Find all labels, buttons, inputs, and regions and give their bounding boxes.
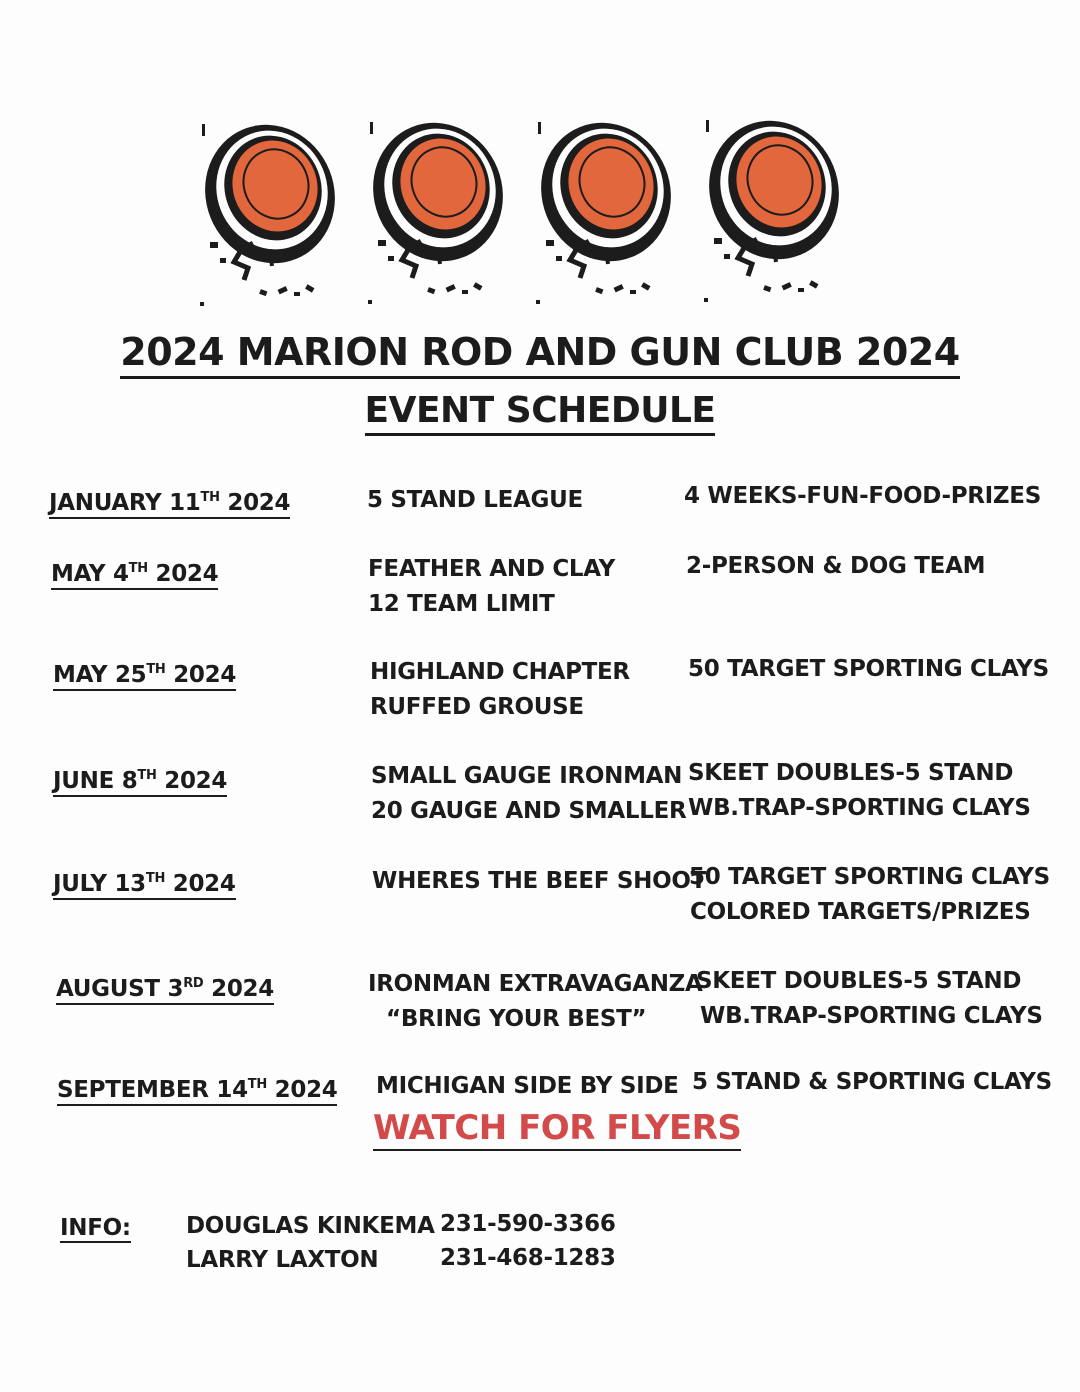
event-details: 50 TARGET SPORTING CLAYS: [688, 656, 1049, 682]
event-name: IRONMAN EXTRAVAGANZA: [368, 971, 703, 997]
event-date: JULY 13TH 2024: [53, 871, 236, 897]
event-name-line2: “BRING YOUR BEST”: [386, 1006, 647, 1032]
event-name: HIGHLAND CHAPTER: [370, 659, 630, 685]
contact-phone: 231-590-3366: [440, 1211, 616, 1237]
event-name: 5 STAND LEAGUE: [367, 487, 583, 513]
event-name: FEATHER AND CLAY: [368, 556, 615, 582]
event-name-line2: 20 GAUGE AND SMALLER: [371, 798, 687, 824]
event-details: 2-PERSON & DOG TEAM: [686, 553, 986, 579]
contact-phone: 231-468-1283: [440, 1245, 616, 1271]
contact-name: LARRY LAXTON: [186, 1247, 379, 1273]
event-name-line2: 12 TEAM LIMIT: [368, 591, 555, 617]
event-details: SKEET DOUBLES-5 STAND: [688, 760, 1014, 786]
info-label: INFO:: [60, 1215, 131, 1241]
event-date: AUGUST 3RD 2024: [56, 976, 274, 1002]
event-details: 5 STAND & SPORTING CLAYS: [692, 1069, 1052, 1095]
event-details-line2: COLORED TARGETS/PRIZES: [690, 899, 1031, 925]
event-name: MICHIGAN SIDE BY SIDE: [376, 1073, 679, 1099]
page-title: 2024 MARION ROD AND GUN CLUB 2024: [0, 330, 1080, 374]
event-details-line2: WB.TRAP-SPORTING CLAYS: [688, 795, 1031, 821]
clay-targets-icon: [190, 112, 870, 322]
event-date: MAY 4TH 2024: [51, 561, 218, 587]
event-details: SKEET DOUBLES-5 STAND: [696, 968, 1022, 994]
event-details-line2: WB.TRAP-SPORTING CLAYS: [700, 1003, 1043, 1029]
event-date: JANUARY 11TH 2024: [49, 490, 290, 516]
event-name-line2: RUFFED GROUSE: [370, 694, 584, 720]
event-details: 50 TARGET SPORTING CLAYS: [689, 864, 1050, 890]
event-name: SMALL GAUGE IRONMAN: [371, 763, 683, 789]
event-date: MAY 25TH 2024: [53, 662, 236, 688]
event-date: SEPTEMBER 14TH 2024: [57, 1077, 337, 1103]
event-date: JUNE 8TH 2024: [53, 768, 227, 794]
watch-for-flyers: WATCH FOR FLYERS: [373, 1108, 741, 1148]
page-subtitle: EVENT SCHEDULE: [0, 390, 1080, 431]
event-name: WHERES THE BEEF SHOOT: [372, 868, 706, 894]
event-details: 4 WEEKS-FUN-FOOD-PRIZES: [684, 483, 1041, 509]
contact-name: DOUGLAS KINKEMA: [186, 1213, 435, 1239]
